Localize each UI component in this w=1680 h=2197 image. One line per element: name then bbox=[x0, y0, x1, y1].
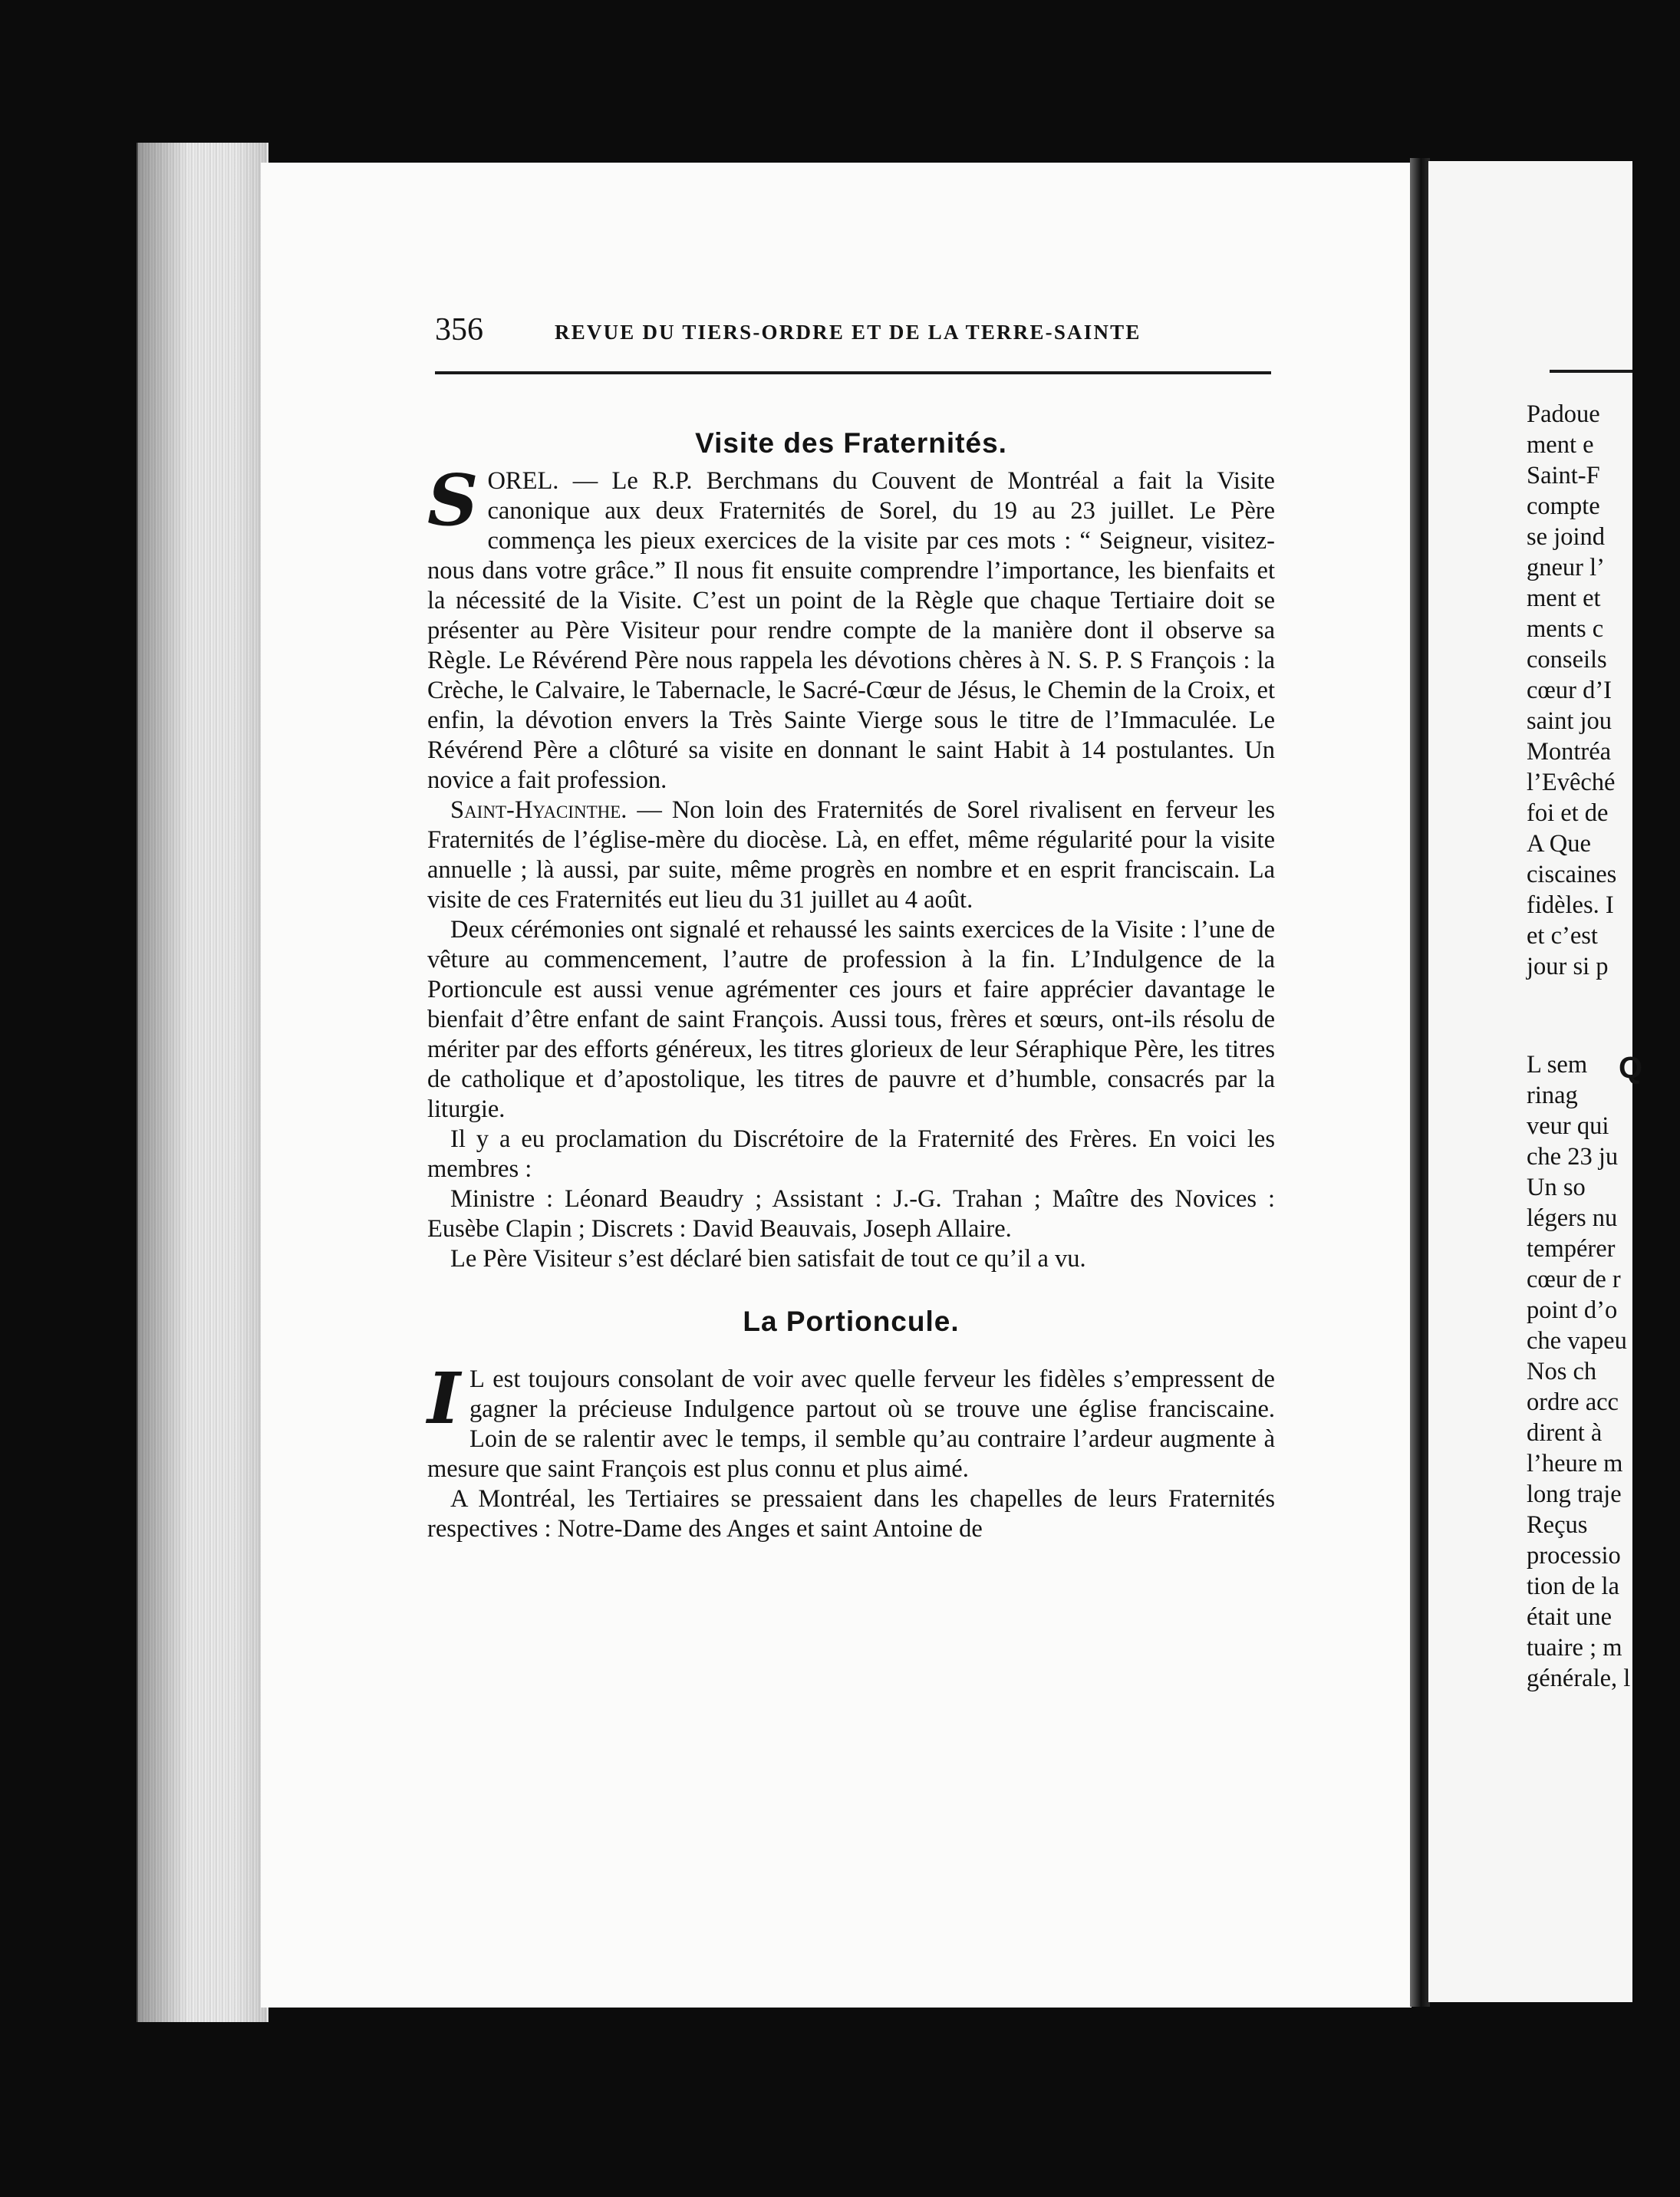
lead-saint-hyacinthe: Saint-Hyacinthe. bbox=[450, 796, 628, 824]
page-edge-shadow bbox=[137, 143, 267, 2022]
right-page-text bbox=[1527, 399, 1680, 1694]
right-page-line: compte bbox=[1527, 492, 1600, 520]
paragraph-visiteur: Le Père Visiteur s’est déclaré bien satisfait de tout ce qu’il a vu. bbox=[450, 1245, 1086, 1273]
right-page-line: cœur de r bbox=[1527, 1266, 1621, 1293]
right-page-line: Saint-F bbox=[1527, 462, 1600, 489]
book-gutter bbox=[1410, 158, 1430, 2007]
lead-portioncule: L bbox=[469, 1365, 485, 1393]
right-page-line: générale, l bbox=[1527, 1665, 1631, 1692]
lead-sorel: OREL. bbox=[487, 467, 559, 495]
running-head: REVUE DU TIERS-ORDRE ET DE LA TERRE-SAINTE bbox=[555, 321, 1141, 344]
right-page-line: ordre acc bbox=[1527, 1388, 1619, 1416]
paragraph-ceremonies: Deux cérémonies ont signalé et rehaussé les saints exercices de la Visite : l’une de vêture au commencement, l’autre de profession à la fin. L’Indulgence de la Portioncule est aussi venue agrémenter ces jours et faire apprécier davantage le bienfait d’être enfant de saint François. Aussi tous, frères et sœurs, ont-ils résolu de mériter par des efforts généreux, les titres glorieux de leur Séraphique Père, les titres de catholique et d’apostolique, les titres de pauvre et d’humble, consacrés par la liturgie. bbox=[427, 916, 1275, 1123]
right-page-line: Un so bbox=[1527, 1174, 1586, 1201]
right-page-line: se joind bbox=[1527, 523, 1606, 551]
right-page-line: processio bbox=[1527, 1542, 1621, 1570]
right-page-line: tempérer bbox=[1527, 1235, 1616, 1263]
right-page-line: tion de la bbox=[1527, 1573, 1619, 1600]
right-page-line: A Que bbox=[1527, 830, 1591, 858]
right-page-line: foi et de bbox=[1527, 799, 1609, 827]
header-rule bbox=[435, 371, 1271, 374]
right-page-line: rinag bbox=[1527, 1082, 1578, 1109]
right-page-line: che 23 ju bbox=[1527, 1143, 1619, 1171]
right-page-heading-fragment: Q bbox=[1619, 1051, 1643, 1085]
right-lines-block-b bbox=[1527, 1049, 1680, 1694]
right-page-line: Nos ch bbox=[1527, 1358, 1597, 1385]
right-page-line: Montréa bbox=[1527, 738, 1612, 766]
right-page-line: veur qui bbox=[1527, 1112, 1609, 1140]
right-page-line: jour si p bbox=[1527, 953, 1609, 980]
paragraph-members: Ministre : Léonard Beaudry ; Assistant : J.-G. Trahan ; Maître des Novices : Eusèbe Clapin ; Discrets : David Beauvais, Joseph Allaire. bbox=[427, 1185, 1275, 1243]
paragraph-montreal: A Montréal, les Tertiaires se pressaient dans les chapelles de leurs Fraternités respectives : Notre-Dame des Anges et saint Antoine de bbox=[427, 1485, 1275, 1543]
right-page-line: tuaire ; m bbox=[1527, 1634, 1622, 1662]
right-page-line: ment et bbox=[1527, 585, 1601, 612]
right-page-line: Padoue bbox=[1527, 400, 1600, 428]
right-page-line: et c’est bbox=[1527, 922, 1598, 950]
section-title-portioncule: La Portioncule. bbox=[743, 1306, 960, 1337]
right-page-line: cœur d’I bbox=[1527, 677, 1612, 704]
page-number: 356 bbox=[435, 312, 483, 348]
text-saint-hyacinthe: — Non loin des Fraternités de Sorel rivalisent en ferveur les Fraternités de l’église-mère du diocèse. Là, en effet, même régularité pour la visite annuelle ; là aussi, par suite, même progrès en nombre et en esprit franciscain. La visite de ces Fraternités eut lieu du 31 juillet au 4 août. bbox=[427, 796, 1275, 914]
right-page-line: fidèles. I bbox=[1527, 891, 1614, 919]
dropcap-s: S bbox=[427, 459, 479, 542]
right-page-line: saint jou bbox=[1527, 707, 1612, 735]
right-page-line: conseils bbox=[1527, 646, 1607, 674]
right-page-line: L sem bbox=[1527, 1051, 1588, 1079]
right-page-line: l’heure m bbox=[1527, 1450, 1623, 1477]
text-portioncule: est toujours consolant de voir avec quelle ferveur les fidèles s’empressent de gagner la précieuse Indulgence partout où se trouve une église franciscaine. Loin de se ralentir avec le temps, il semble qu’au contraire l’ardeur augmente à mesure que saint François est plus connu et plus aimé. bbox=[427, 1365, 1275, 1483]
right-page-line: long traje bbox=[1527, 1481, 1622, 1508]
text-sorel: — Le R.P. Berchmans du Couvent de Montréal a fait la Visite canonique aux deux Fraternités de Sorel, du 19 au 23 juillet. Le Père commença les pieux exercices de la visite par ces mots : “ Seigneur, visitez-nous dans votre grâce.” Il nous fit ensuite comprendre l’importance, les bienfaits et la nécessité de la Visite. C’est un point de la Règle que chaque Tertiaire doit se présenter au Père Visiteur pour rendre compte de la manière dont il observe sa Règle. Le Révérend Père nous rappela les dévotions chères à N. S. P. S François : la Crèche, le Calvaire, le Tabernacle, le Sacré-Cœur de Jésus, le Chemin de la Croix, et enfin, la dévotion envers la Très Sainte Vierge sous le titre de l’Immaculée. Le Révérend Père a clôturé sa visite en donnant le saint Habit à 14 postulantes. Un novice a fait profession. bbox=[427, 467, 1275, 794]
right-page-line: gneur l’ bbox=[1527, 554, 1605, 581]
right-heading-gap bbox=[1527, 982, 1680, 1049]
right-page-line: Reçus bbox=[1527, 1511, 1588, 1539]
section-title-visite: Visite des Fraternités. bbox=[695, 427, 1007, 459]
page-header bbox=[435, 307, 1271, 353]
right-page-rule bbox=[1550, 370, 1632, 373]
paragraph-proclamation: Il y a eu proclamation du Discrétoire de la Fraternité des Frères. En voici les membres : bbox=[427, 1125, 1275, 1183]
right-page-line: l’Evêché bbox=[1527, 769, 1616, 796]
paragraph-portioncule bbox=[427, 1357, 1275, 1484]
right-page-line: ciscaines bbox=[1527, 861, 1617, 888]
right-page-line: ments c bbox=[1527, 615, 1604, 643]
right-page-line: ment e bbox=[1527, 431, 1594, 459]
right-page-line: était une bbox=[1527, 1603, 1612, 1631]
main-text-column bbox=[427, 420, 1275, 1544]
right-lines-block-a bbox=[1527, 399, 1680, 982]
paragraph-sorel bbox=[427, 459, 1275, 795]
right-page-line: point d’o bbox=[1527, 1296, 1618, 1324]
right-page-line: légers nu bbox=[1527, 1204, 1618, 1232]
right-page-line: che vapeu bbox=[1527, 1327, 1627, 1355]
paragraph-saint-hyacinthe bbox=[427, 795, 1275, 915]
dropcap-i: I bbox=[427, 1357, 461, 1440]
right-page-line: dirent à bbox=[1527, 1419, 1603, 1447]
